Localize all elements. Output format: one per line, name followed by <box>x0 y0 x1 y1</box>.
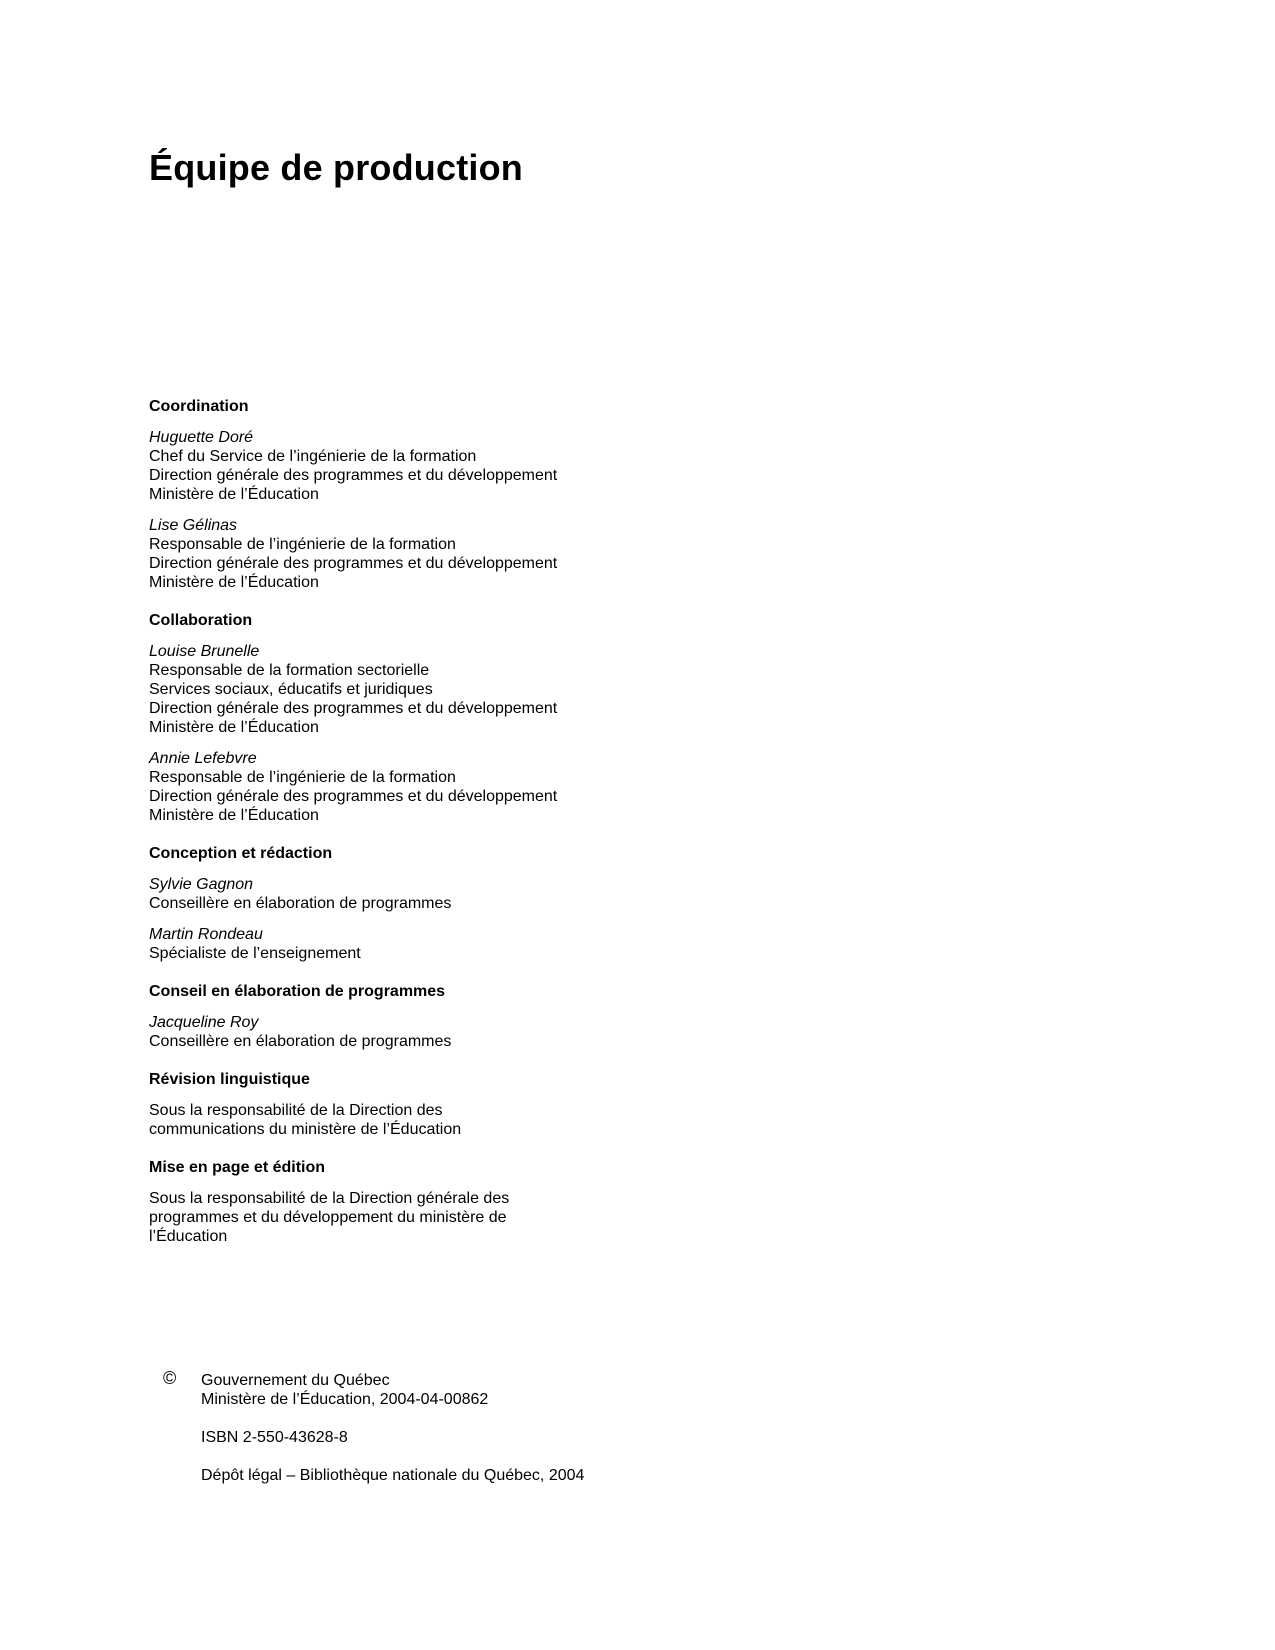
person-entry <box>149 925 849 963</box>
person-direction: Direction générale des programmes et du développement <box>149 788 558 805</box>
person-role: Spécialiste de l’enseignement <box>149 945 361 962</box>
section-heading: Coordination <box>149 398 249 415</box>
section-heading: Conseil en élaboration de programmes <box>149 983 446 1000</box>
person-entry <box>149 1013 849 1051</box>
person-name: Sylvie Gagnon <box>149 876 254 893</box>
person-role: Responsable de la formation sectorielle <box>149 662 430 679</box>
isbn: ISBN 2-550-43628-8 <box>201 1429 348 1446</box>
section-conception <box>149 844 849 963</box>
copyright-body <box>201 1371 801 1504</box>
person-sector: Services sociaux, éducatifs et juridiques <box>149 681 433 698</box>
credits-list <box>149 397 849 1265</box>
person-direction: Direction générale des programmes et du développement <box>149 467 558 484</box>
section-coordination <box>149 397 849 592</box>
section-revision <box>149 1070 849 1139</box>
page-title: Équipe de production <box>149 147 523 188</box>
person-ministry: Ministère de l’Éducation <box>149 574 319 591</box>
person-ministry: Ministère de l’Éducation <box>149 719 319 736</box>
note-line: Sous la responsabilité de la Direction des <box>149 1102 443 1119</box>
copyright-line: Ministère de l’Éducation, 2004-04-00862 <box>201 1391 489 1408</box>
person-entry <box>149 875 849 913</box>
person-ministry: Ministère de l’Éducation <box>149 807 319 824</box>
person-name: Louise Brunelle <box>149 643 260 660</box>
person-entry <box>149 428 849 504</box>
person-entry <box>149 516 849 592</box>
note-line: programmes et du développement du ministère de <box>149 1209 507 1226</box>
person-name: Annie Lefebvre <box>149 750 257 767</box>
section-note <box>149 1101 849 1139</box>
copyright-holder <box>201 1371 801 1409</box>
person-role: Conseillère en élaboration de programmes <box>149 1033 452 1050</box>
legal-deposit: Dépôt légal – Bibliothèque nationale du Québec, 2004 <box>201 1467 585 1484</box>
person-name: Martin Rondeau <box>149 926 263 943</box>
person-name: Jacqueline Roy <box>149 1014 259 1031</box>
section-heading: Collaboration <box>149 612 253 629</box>
section-mise-en-page <box>149 1158 849 1246</box>
person-entry <box>149 749 849 825</box>
person-direction: Direction générale des programmes et du développement <box>149 555 558 572</box>
section-collaboration <box>149 611 849 825</box>
section-conseil <box>149 982 849 1051</box>
section-heading: Conception et rédaction <box>149 845 333 862</box>
note-line: communications du ministère de l’Éducation <box>149 1121 462 1138</box>
section-heading: Révision linguistique <box>149 1071 310 1088</box>
person-role: Chef du Service de l’ingénierie de la formation <box>149 448 477 465</box>
person-direction: Direction générale des programmes et du développement <box>149 700 558 717</box>
person-ministry: Ministère de l’Éducation <box>149 486 319 503</box>
person-name: Lise Gélinas <box>149 517 238 534</box>
person-role: Responsable de l’ingénierie de la formation <box>149 536 456 553</box>
copyright-icon: © <box>163 1368 177 1388</box>
section-heading: Mise en page et édition <box>149 1159 326 1176</box>
person-entry <box>149 642 849 737</box>
copyright-line: Gouvernement du Québec <box>201 1372 390 1389</box>
person-name: Huguette Doré <box>149 429 254 446</box>
person-role: Responsable de l’ingénierie de la formation <box>149 769 456 786</box>
section-note <box>149 1189 849 1246</box>
note-line: l’Éducation <box>149 1228 228 1245</box>
person-role: Conseillère en élaboration de programmes <box>149 895 452 912</box>
note-line: Sous la responsabilité de la Direction générale des <box>149 1190 510 1207</box>
